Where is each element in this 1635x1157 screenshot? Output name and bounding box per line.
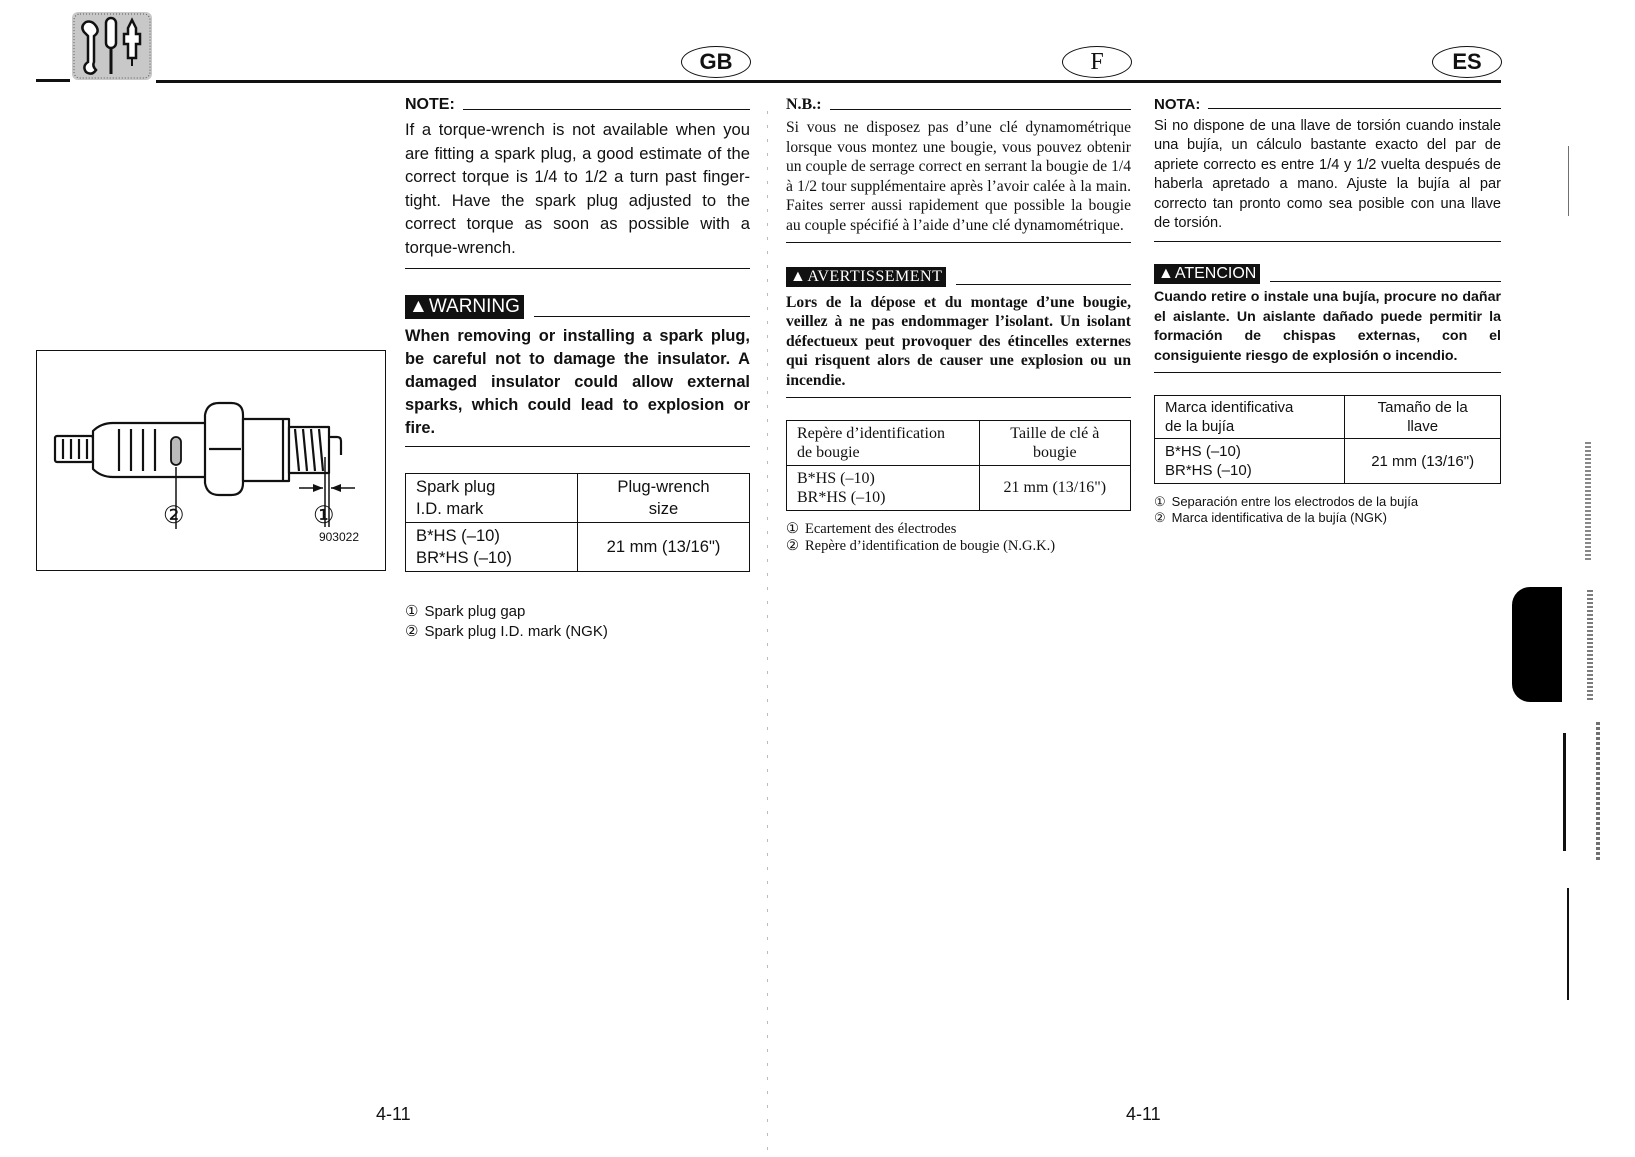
note-end-rule bbox=[405, 268, 750, 269]
warning-triangle-icon: ▲ bbox=[409, 295, 428, 317]
note-rule bbox=[830, 109, 1131, 110]
legend-text: Separación entre los electrodos de la bujía bbox=[1171, 494, 1419, 510]
language-badge-gb: GB bbox=[681, 46, 751, 78]
header-rule-left bbox=[36, 79, 70, 82]
language-badge-f: F bbox=[1062, 46, 1132, 78]
table-cell: B*HS (–10) BR*HS (–10) bbox=[787, 465, 980, 510]
warning-rule bbox=[956, 284, 1131, 285]
warning-header bbox=[1154, 264, 1501, 284]
note-text: If a torque-wrench is not available when you are fitting a spark plug, a good estimate of the correct torque is 1/4 to 1/2 a turn past finger-tight. Have the spark plug adjusted to the correct torque as soon as possible with a torque-wrench. bbox=[405, 120, 750, 257]
legend-item bbox=[1154, 494, 1501, 510]
legend-number: ① bbox=[786, 520, 799, 537]
legend-number: ② bbox=[1154, 510, 1166, 526]
legend-item bbox=[405, 622, 750, 642]
note-header bbox=[1154, 96, 1501, 113]
table-header-row bbox=[1155, 396, 1501, 439]
note-text: Si no dispone de una llave de torsión cuando instale una bujía, un cálculo bastante exacto del par de apriete correcto es entre 1/4 y 1/2 vuelta después de haberla apretado a mano. Ajuste la bujía al par correcto tan pronto como sea posible con una llave de torsión. bbox=[1154, 118, 1501, 232]
warning-end-rule bbox=[405, 446, 750, 447]
edge-mark bbox=[1563, 733, 1566, 851]
warning-text: When removing or installing a spark plug, be careful not to damage the insulator. A damaged insulator could allow external sparks, which could lead to explosion or fire. bbox=[405, 326, 750, 437]
column-es bbox=[1154, 96, 1501, 526]
legend-item bbox=[1154, 510, 1501, 526]
callout-2: ② bbox=[163, 502, 185, 529]
warning-badge bbox=[786, 267, 946, 287]
header-rule bbox=[156, 80, 1501, 83]
table-cell: 21 mm (13/16") bbox=[578, 522, 750, 571]
note-end-rule bbox=[1154, 241, 1501, 242]
note-rule bbox=[1208, 108, 1501, 109]
language-badge-es: ES bbox=[1432, 46, 1502, 78]
column-fr bbox=[786, 96, 1131, 555]
legend bbox=[405, 602, 750, 642]
legend-item bbox=[786, 521, 1131, 538]
spec-table bbox=[786, 420, 1131, 511]
legend-number: ① bbox=[1154, 494, 1166, 510]
table-header-cell: Repère d’identification de bougie bbox=[787, 420, 980, 465]
warning-label: ATENCION bbox=[1174, 265, 1257, 283]
legend-number: ② bbox=[405, 622, 419, 640]
legend-number: ① bbox=[405, 602, 419, 620]
scan-noise bbox=[1596, 720, 1600, 860]
table-row bbox=[406, 522, 750, 571]
spec-table bbox=[405, 473, 750, 572]
note-end-rule bbox=[786, 242, 1131, 243]
warning-triangle-icon: ▲ bbox=[1158, 265, 1174, 283]
table-row bbox=[787, 465, 1131, 510]
note-text: Si vous ne disposez pas d’une clé dynamométrique lorsque vous montez une bougie, vous pouvez obtenir un couple de serrage correct en serrant la bougie de 1/4 à 1/2 tour supplémentaire après l’avoir calée à la main. Faites serrer aussi rapidement que possible la bougie au couple spécifié à l’aide d’une clé dynamométrique. bbox=[786, 119, 1131, 234]
table-header-cell: Marca identificativa de la bujía bbox=[1155, 396, 1345, 439]
table-row bbox=[1155, 439, 1501, 484]
table-cell: 21 mm (13/16") bbox=[979, 465, 1130, 510]
scan-noise bbox=[1585, 440, 1591, 560]
legend-text: Ecartement des électrodes bbox=[805, 520, 957, 537]
note-label: N.B.: bbox=[786, 96, 822, 113]
legend-number: ② bbox=[786, 537, 799, 554]
warning-label: AVERTISSEMENT bbox=[807, 267, 943, 285]
legend-text: Spark plug gap bbox=[424, 602, 526, 620]
page-number-right: 4-11 bbox=[1126, 1104, 1161, 1124]
edge-mark bbox=[1567, 888, 1569, 1000]
section-thumb-tab bbox=[1512, 587, 1562, 702]
spec-table bbox=[1154, 395, 1501, 484]
warning-badge bbox=[1154, 264, 1260, 284]
note-header bbox=[405, 96, 750, 114]
table-cell: B*HS (–10) BR*HS (–10) bbox=[406, 522, 578, 571]
warning-rule bbox=[1270, 281, 1501, 282]
warning-end-rule bbox=[786, 397, 1131, 398]
table-cell: B*HS (–10) BR*HS (–10) bbox=[1155, 439, 1345, 484]
table-header-cell: Tamaño de la llave bbox=[1345, 396, 1501, 439]
note-label: NOTA: bbox=[1154, 96, 1201, 113]
legend-text: Marca identificativa de la bujía (NGK) bbox=[1171, 510, 1387, 526]
warning-badge bbox=[405, 295, 524, 319]
note-label: NOTE: bbox=[405, 96, 455, 113]
warning-triangle-icon: ▲ bbox=[790, 267, 807, 285]
table-header-cell: Taille de clé à bougie bbox=[979, 420, 1130, 465]
legend bbox=[1154, 494, 1501, 526]
table-cell: 21 mm (13/16") bbox=[1345, 439, 1501, 484]
warning-end-rule bbox=[1154, 372, 1501, 373]
figure-code: 903022 bbox=[318, 530, 359, 544]
table-header-row bbox=[406, 473, 750, 522]
table-header-cell: Spark plug I.D. mark bbox=[406, 473, 578, 522]
warning-text: Cuando retire o instale una bujía, procure no dañar el aislante. Un aislante dañado puede permitir la formación de chispas externas, con el consiguiente riesgo de explosión o incendio. bbox=[1154, 289, 1501, 364]
column-gb bbox=[405, 96, 750, 642]
spark-plug-figure bbox=[36, 350, 386, 571]
legend-item bbox=[786, 538, 1131, 555]
note-header bbox=[786, 96, 1131, 114]
id-mark-highlight bbox=[171, 437, 181, 465]
warning-text: Lors de la dépose et du montage d’une bougie, veillez à ne pas endommager l’isolant. Un isolant défectueux peut provoquer des étincelles externes qui risquent alors de causer une explosion ou un incendie. bbox=[786, 293, 1131, 389]
legend bbox=[786, 521, 1131, 555]
callout-1: ① bbox=[313, 502, 335, 529]
table-header-row bbox=[787, 420, 1131, 465]
tools-logo-icon bbox=[72, 12, 152, 80]
warning-header bbox=[786, 267, 1131, 287]
table-header-cell: Plug-wrench size bbox=[578, 473, 750, 522]
warning-label: WARNING bbox=[428, 295, 520, 317]
note-rule bbox=[463, 109, 750, 110]
warning-rule bbox=[534, 316, 750, 317]
legend-text: Repère d’identification de bougie (N.G.K.) bbox=[805, 537, 1056, 554]
warning-header bbox=[405, 295, 750, 319]
legend-item bbox=[405, 602, 750, 622]
legend-text: Spark plug I.D. mark (NGK) bbox=[424, 622, 608, 640]
page-gutter bbox=[767, 100, 768, 1150]
page-number-left: 4-11 bbox=[376, 1104, 411, 1124]
edge-mark bbox=[1568, 146, 1569, 216]
scan-noise bbox=[1587, 590, 1593, 700]
